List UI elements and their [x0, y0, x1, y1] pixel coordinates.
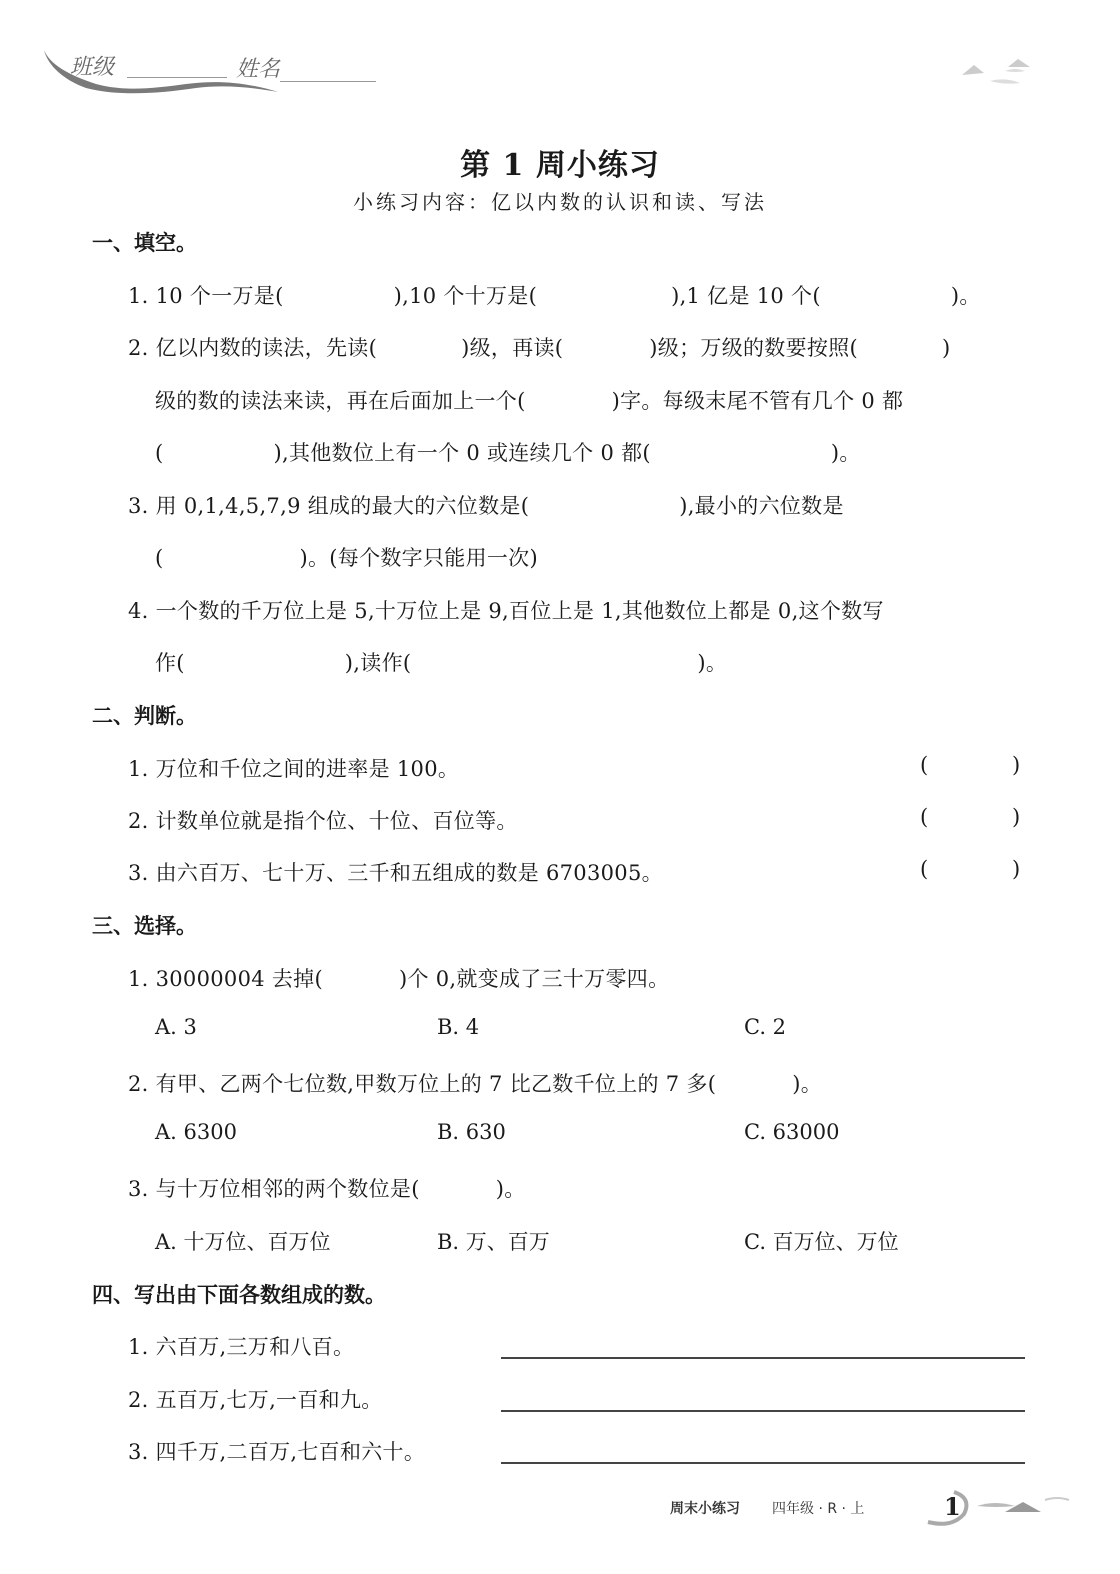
- class-label: 班级: [70, 55, 115, 80]
- write-answer-line-1[interactable]: [501, 1357, 1025, 1359]
- judge-answer-open-paren: (: [920, 857, 929, 881]
- fill-question-3-line-2: ( )。(每个数字只能用一次): [155, 546, 538, 570]
- footer-grade: 四年级 · R · 上: [772, 1501, 865, 1517]
- mountain-footer-decoration-icon: [975, 1492, 1075, 1522]
- judge-answer-open-paren: (: [920, 805, 929, 829]
- judge-answer-box-1[interactable]: [936, 753, 1006, 781]
- choice-option-b[interactable]: B. 4: [437, 1015, 480, 1039]
- fill-question-4-line-1: 4. 一个数的千万位上是 5,十万位上是 9,百位上是 1,其他数位上都是 0,这个数写: [128, 599, 884, 623]
- name-input-line[interactable]: [280, 81, 376, 82]
- judge-answer-open-paren: (: [920, 753, 929, 777]
- choice-option-b[interactable]: B. 630: [437, 1120, 506, 1144]
- choice-question-2: 2. 有甲、乙两个七位数,甲数万位上的 7 比乙数千位上的 7 多( )。: [128, 1072, 822, 1096]
- judge-answer-box-2[interactable]: [936, 805, 1006, 833]
- choice-option-a[interactable]: A. 6300: [155, 1120, 237, 1144]
- choice-option-b[interactable]: B. 万、百万: [437, 1230, 550, 1254]
- fill-question-2-line-2: 级的数的读法来读，再在后面加上一个( )字。每级末尾不管有几个 0 都: [155, 389, 904, 413]
- mountain-decoration-icon: [960, 55, 1060, 95]
- class-input-line[interactable]: [127, 77, 227, 78]
- choice-question-1: 1. 30000004 去掉( )个 0,就变成了三十万零四。: [128, 967, 670, 991]
- judge-question-2: 2. 计数单位就是指个位、十位、百位等。: [128, 809, 518, 833]
- fill-question-4-line-2: 作( ),读作( )。: [155, 651, 728, 675]
- name-label: 姓名: [236, 57, 281, 82]
- judge-question-3: 3. 由六百万、七十万、三千和五组成的数是 6703005。: [128, 861, 663, 885]
- judge-answer-box-3[interactable]: [936, 857, 1006, 885]
- choice-option-a[interactable]: A. 3: [155, 1015, 197, 1039]
- section-heading-true-false: 二、判断。: [92, 704, 197, 728]
- page-subtitle: 小练习内容：亿以内数的认识和读、写法: [353, 190, 767, 214]
- fill-question-3-line-1: 3. 用 0,1,4,5,7,9 组成的最大的六位数是( ),最小的六位数是: [128, 494, 844, 518]
- judge-answer-close-paren: ): [1012, 857, 1021, 881]
- choice-question-3: 3. 与十万位相邻的两个数位是( )。: [128, 1177, 526, 1201]
- write-question-1: 1. 六百万,三万和八百。: [128, 1335, 355, 1359]
- fill-question-2-line-1: 2. 亿以内数的读法，先读( )级，再读( )级；万级的数要按照( ): [128, 336, 951, 360]
- section-heading-fill-blank: 一、填空。: [92, 231, 197, 255]
- judge-question-1: 1. 万位和千位之间的进率是 100。: [128, 757, 460, 781]
- section-heading-multiple-choice: 三、选择。: [92, 914, 197, 938]
- choice-option-c[interactable]: C. 2: [744, 1015, 787, 1039]
- section-heading-write-number: 四、写出由下面各数组成的数。: [92, 1283, 386, 1307]
- footer-series: 周末小练习: [670, 1501, 740, 1517]
- choice-option-c[interactable]: C. 百万位、万位: [744, 1230, 899, 1254]
- write-question-2: 2. 五百万,七万,一百和九。: [128, 1388, 383, 1412]
- choice-option-a[interactable]: A. 十万位、百万位: [155, 1230, 331, 1254]
- page-number: 1: [944, 1492, 961, 1521]
- write-question-3: 3. 四千万,二百万,七百和六十。: [128, 1440, 426, 1464]
- judge-answer-close-paren: ): [1012, 805, 1021, 829]
- choice-option-c[interactable]: C. 63000: [744, 1120, 840, 1144]
- judge-answer-close-paren: ): [1012, 753, 1021, 777]
- write-answer-line-2[interactable]: [501, 1410, 1025, 1412]
- write-answer-line-3[interactable]: [501, 1462, 1025, 1464]
- fill-question-2-line-3: ( ),其他数位上有一个 0 或连续几个 0 都( )。: [155, 441, 861, 465]
- page-title: 第 1 周小练习: [460, 148, 660, 183]
- fill-question-1: 1. 10 个一万是( ),10 个十万是( ),1 亿是 10 个( )。: [128, 284, 981, 308]
